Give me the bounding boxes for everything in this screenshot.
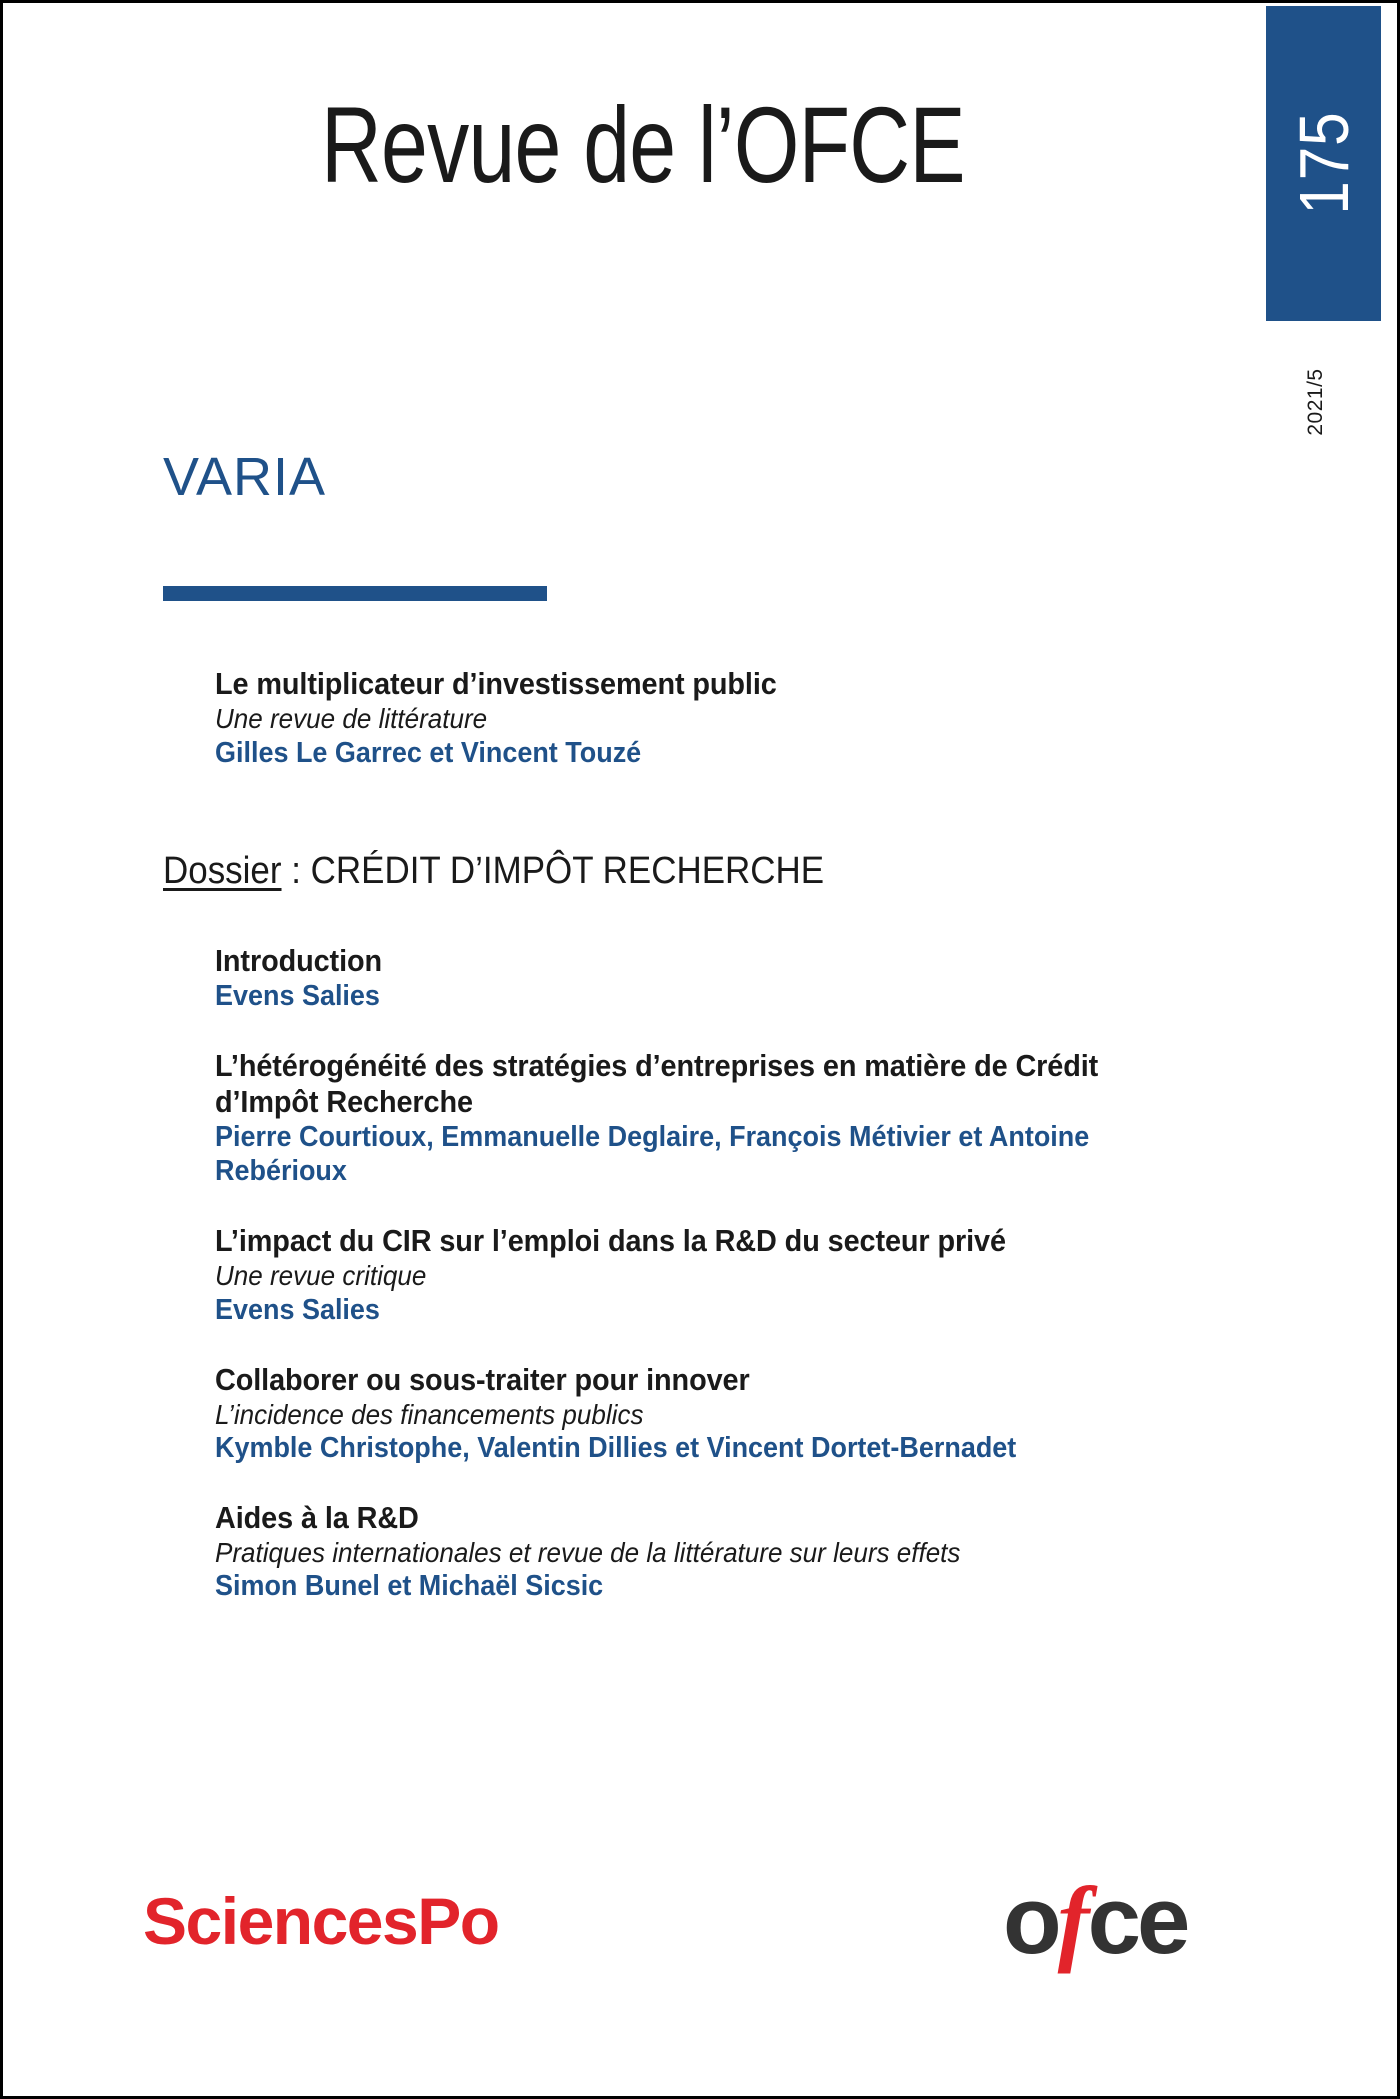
article-entry <box>215 943 1215 1014</box>
article-authors: Simon Bunel et Michaël Sicsic <box>215 1570 604 1603</box>
ofce-logo-ce: ce <box>1087 1867 1187 1974</box>
article-entry <box>215 1362 1215 1466</box>
dossier-separator: : <box>281 850 311 892</box>
section-divider-rule <box>163 586 547 601</box>
article-authors: Evens Salies <box>215 1293 380 1326</box>
journal-title: Revue de l’OFCE <box>321 84 965 205</box>
article-entry <box>215 1223 1215 1327</box>
article-authors: Gilles Le Garrec et Vincent Touzé <box>215 736 642 769</box>
article-entry <box>215 1048 1215 1190</box>
article-subtitle: Une revue de littérature <box>215 702 488 734</box>
varia-article-list <box>215 666 1195 804</box>
article-subtitle: L’incidence des financements publics <box>215 1398 644 1430</box>
issue-number-text: 175 <box>1284 111 1363 216</box>
dossier-article-list <box>215 943 1215 1638</box>
dossier-name: CRÉDIT D’IMPÔT RECHERCHE <box>310 850 825 892</box>
article-subtitle: Pratiques internationales et revue de la littérature sur leurs effets <box>215 1536 961 1568</box>
dossier-heading <box>163 852 824 890</box>
section-heading-varia: VARIA <box>163 447 327 507</box>
ofce-logo-f: f <box>1057 1867 1088 1974</box>
article-title: Aides à la R&D <box>215 1499 419 1535</box>
article-entry <box>215 666 1195 770</box>
sciencespo-logo: SciencesPo <box>143 1884 499 1958</box>
article-authors: Kymble Christophe, Valentin Dillies et Vincent Dortet-Bernadet <box>215 1432 1017 1465</box>
article-authors: Evens Salies <box>215 979 380 1012</box>
article-authors: Pierre Courtioux, Emmanuelle Deglaire, François Métivier et Antoine Rebérioux <box>215 1120 1090 1188</box>
article-entry <box>215 1500 1215 1604</box>
issue-date <box>1303 348 1329 458</box>
ofce-logo-o: o <box>1003 1867 1058 1974</box>
article-title: L’impact du CIR sur l’emploi dans la R&D du secteur privé <box>215 1223 1006 1259</box>
article-title: Introduction <box>215 943 383 978</box>
issue-date-text: 2021/5 <box>1304 368 1327 436</box>
ofce-logo <box>1003 1867 1187 1974</box>
article-title: Collaborer ou sous-traiter pour innover <box>215 1361 750 1397</box>
dossier-label: Dossier <box>163 850 282 892</box>
article-subtitle: Une revue critique <box>215 1260 427 1292</box>
issue-number-badge <box>1266 6 1381 321</box>
article-title: Le multiplicateur d’investissement public <box>215 666 777 701</box>
article-title: L’hétérogénéité des stratégies d’entreprises en matière de Crédit d’Impôt Recherche <box>215 1047 1099 1119</box>
issue-number-rotated <box>1266 6 1381 321</box>
